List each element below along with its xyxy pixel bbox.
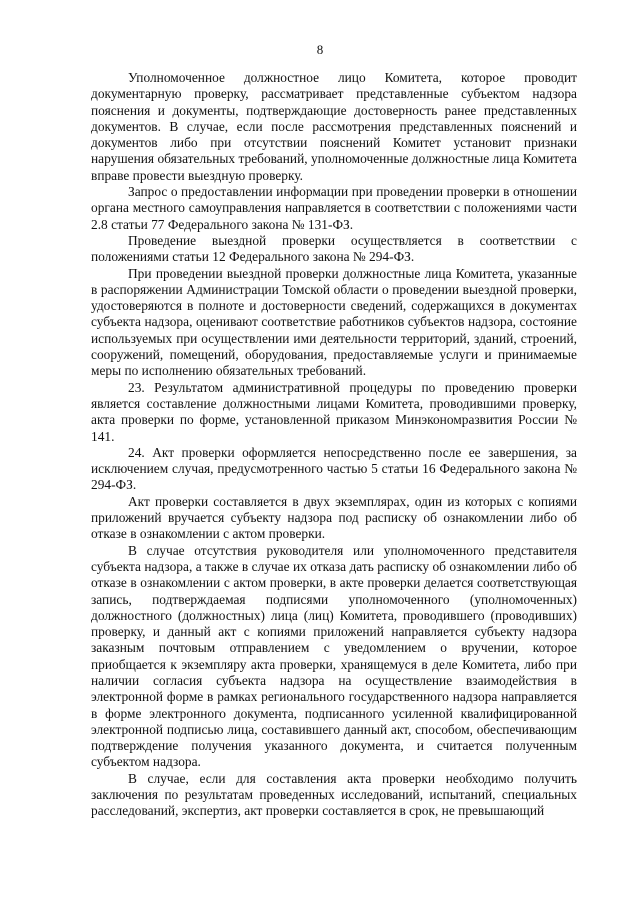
paragraph: 24. Акт проверки оформляется непосредственно после ее завершения, за исключением случая, предусмотренного частью 5 статьи 16 Федерального закона № 294-ФЗ.	[91, 444, 577, 493]
paragraph: Уполномоченное должностное лицо Комитета, которое проводит документарную проверку, рассматривает представленные субъектом надзора пояснения и документы, подтверждающие достоверность ранее представленных документов. В случае, если после рассмотрения представленных пояснений и документов либо при отсутствии пояснений Комитет установит признаки нарушения обязательных требований, уполномоченные должностные лица Комитета вправе провести выездную проверку.	[91, 70, 577, 183]
paragraph: Акт проверки составляется в двух экземплярах, один из которых с копиями приложений вручается субъекту надзора под расписку об ознакомлении либо об отказе в ознакомлении с актом проверки.	[91, 493, 577, 542]
paragraph: Запрос о предоставлении информации при проведении проверки в отношении органа местного самоуправления направляется в соответствии с положениями части 2.8 статьи 77 Федерального закона № 131-ФЗ.	[91, 184, 577, 232]
paragraph: В случае отсутствия руководителя или уполномоченного представителя субъекта надзора, а также в случае их отказа дать расписку об ознакомлении либо об отказе в ознакомлении с актом проверки, в акте проверки делается соответствующая запись, подтверждаемая подписями уполномоченного (уполномоченных) должностного (должностных) лица (лиц) Комитета, проводившего (проводивших) проверку, и данный акт с копиями приложений направляется субъекту надзора заказным почтовым отправлением с уведомлением о вручении, которое приобщается к экземпляру акта проверки, хранящемуся в деле Комитета, либо при наличии согласия субъекта надзора на осуществление взаимодействия в электронной форме в рамках регионального государственного надзора направляется в форме электронного документа, подписанного усиленной квалифицированной электронной подписью лица, составившего данный акт, способом, обеспечивающим подтверждение получения указанного документа, и считается полученным субъектом надзора.	[91, 542, 577, 770]
page-number: 8	[316, 42, 324, 57]
paragraph: 23. Результатом административной процедуры по проведению проверки является составление должностными лицами Комитета, проводившими проверку, акта проверки по форме, установленной приказом Минэкономразвития России № 141.	[91, 379, 577, 444]
paragraph: При проведении выездной проверки должностные лица Комитета, указанные в распоряжении Администрации Томской области о проведении выездной проверки, удостоверяются в полноте и достоверности сведений, содержащихся в документах субъекта надзора, оценивают соответствие работников субъектов надзора, состояние используемых при осуществлении ими деятельности территорий, зданий, строений, сооружений, помещений, оборудования, предоставляемые услуги и принимаемые меры по исполнению обязательных требований.	[91, 265, 577, 379]
document-body	[91, 70, 577, 820]
paragraph: Проведение выездной проверки осуществляется в соответствии с положениями статьи 12 Федерального закона № 294-ФЗ.	[91, 232, 577, 265]
paragraph: В случае, если для составления акта проверки необходимо получить заключения по результатам проведенных исследований, испытаний, специальных расследований, экспертиз, акт проверки составляется в срок, не превышающий	[91, 770, 577, 819]
